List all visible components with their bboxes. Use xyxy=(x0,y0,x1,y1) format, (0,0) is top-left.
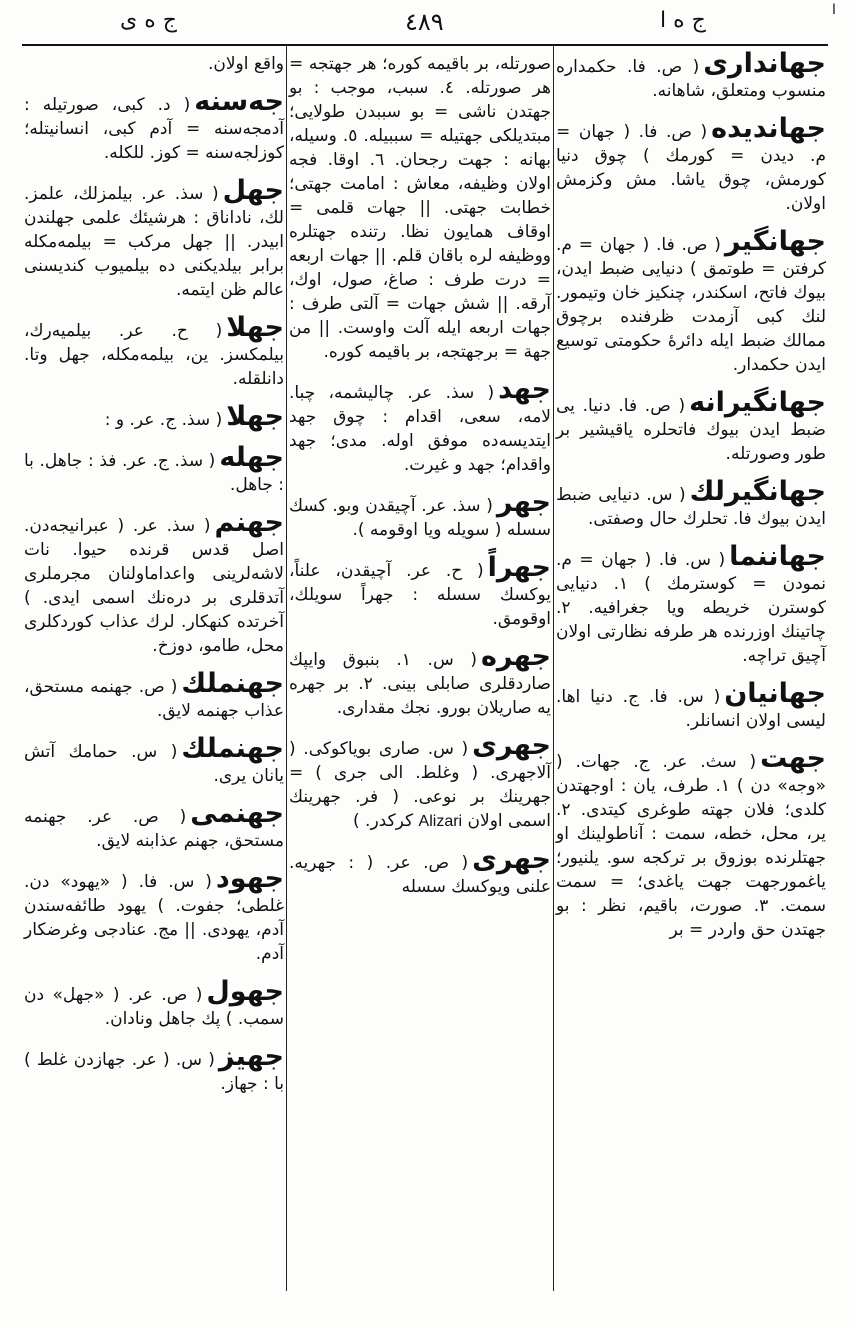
dictionary-entry xyxy=(24,733,284,788)
entry-definition: ( ص. عر. جهنمه مستحق، جهنم عذابنه لايق. xyxy=(24,807,284,851)
dictionary-entry xyxy=(289,374,551,477)
entry-definition: صورتله، بر باقيمه كوره؛ هر جهتجه = هر صورتله. ٤. سبب، موجب : بو جهتدن ناشى = بو سببدن طولايى؛ مبتديلكى جهتيله = سببيله. ٥. وسيله، بهانه : جهت رجحان. ٦. اوقا. فجه اولان وظيفه، معاش : امامت جهتى؛ خطابت جهتى. || جهات قلمى = اوقاف همايون نظا. رتنده جهتلره ووظيفه لره باقان قلم. || جهات اربعه = درت طرف : صاغ، صول، اوك، آرقه. || شش جهات = آلتى طرف : جهات اربعه ايله آلت واوست. || من جهة = برجهتجه، بر باقيمه كوره. xyxy=(289,54,551,362)
dictionary-entry xyxy=(24,1041,284,1096)
entry-headword: جهنملك xyxy=(181,668,284,699)
entry-headword: جه‌سنه xyxy=(194,86,284,117)
entry-headword: جهراً xyxy=(487,552,551,583)
column-middle xyxy=(289,52,551,913)
entry-definition: ( سذ. عر. آچيقدن وبو. كسك سسله ( سويله ويا اوقومه ). xyxy=(289,496,551,540)
entry-definition: ( سث. عر. ج. جهات. ( «وجه» دن ) ١. طرف، يان : اوجهتدن كلدى؛ فلان جهته طوغرى كيتدى. ٢. ير، محل، خطه، سمت : آناطولينك او جهتلرنده بوزوق بر تركجه سو. يلنيور؛ ياغمورجهت جهت ياغدى؛ = سمت سمت. ٣. صورت، باقيم، نظر : بو جهتدن حق واردر = بر xyxy=(556,752,826,940)
entry-headword: جهانيان xyxy=(724,678,826,709)
entry-headword: جهانديده xyxy=(711,113,826,144)
entry-definition: ( ص. فا. ( جهان = م. كرفتن = طوتمق ) دنيايى ضبط ايدن، بيوك فاتح، اسكندر، چنكيز خان وتيمور. لنك كبى آزمدت ظرفنده برچوق ممالك ضبط ايله دائرهٔ حكومتى توسيع ايدن حكمدار. xyxy=(556,235,826,375)
entry-headword: جهنمى xyxy=(190,798,284,829)
entry-definition: ( د. كبى، صورتيله : آدمجه‌سنه = آدم كبى، انسانيتله؛ كوزلجه‌سنه = كوز. للكله. xyxy=(24,95,284,163)
dictionary-entry xyxy=(24,401,284,432)
dictionary-entry xyxy=(289,844,551,899)
column-divider-right xyxy=(553,46,554,1291)
dictionary-entry xyxy=(289,487,551,542)
dictionary-entry xyxy=(556,48,826,103)
entry-headword: جهره xyxy=(480,641,551,672)
corner-mark: ا xyxy=(832,2,836,18)
dictionary-entry xyxy=(556,113,826,216)
entry-definition: ( س. حمامك آتش يانان يرى. xyxy=(24,742,284,786)
entry-headword: جهت xyxy=(760,743,826,774)
header-rule xyxy=(22,44,828,46)
entry-definition: ( ص. عر. ( «جهل» دن سمب. ) پك جاهل ونادان. xyxy=(24,985,284,1029)
entry-definition: ( ح. عر. بيلميه‌رك، بيلمكسز. ين، بيلمه‌مكله، جهل وتا. دانلقله. xyxy=(24,321,284,389)
dictionary-entry xyxy=(556,678,826,733)
entry-definition: ( ص. فا. ( جهان = م. ديدن = كورمك ) چوق دنيا كورمش، چوق ياشا. مش وكزمش اولان. xyxy=(556,122,826,214)
entry-definition: ( س. ١. بنبوق وايپك صاردقلرى صابلى بينى. ٢. بر جهره يه صاريلان بورو. نجك مقدارى. xyxy=(289,650,551,718)
dictionary-entry xyxy=(24,976,284,1031)
entry-headword: جهنملك xyxy=(181,733,284,764)
entry-definition: ( سذ. عر. چاليشمه، چبا. لامه، سعى، اقدام : چوق جهد ايتديسه‌ده موفق اوله. مدى؛ جهد واقدام؛ جهد و غيرت. xyxy=(289,383,551,475)
latin-word: Alizari xyxy=(418,813,463,830)
entry-definition: واقع اولان. xyxy=(207,54,284,74)
entry-definition: ( سذ. عر. ( عبرانيجه‌دن. اصل قدس قرنده حيوا. نات لاشه‌لرينى واعداماولنان مجرملرى آتدقلرى بر دره‌نك اسمى ايدى. ) آخرتده كنهكار. لرك عذاب كوردكلرى محل، طامو، دوزخ. xyxy=(24,516,284,656)
entry-headword: جهد xyxy=(498,374,551,405)
entry-definition: ( س. فا. ج. دنيا اها. ليسى اولان انسانلر. xyxy=(556,687,826,731)
entry-headword: جهول xyxy=(206,976,284,1007)
entry-definition: ( س. صارى بوياكوكى. ( آلاجهرى. ( وغلط. الى جرى ) = جهرينك بر نوعى. ( فر. جهرينك اسمى اولان Alizari كركدر. ) xyxy=(289,739,551,831)
entry-headword: جهرى xyxy=(472,730,551,761)
entry-definition: ( ص. عر. ( : جهريه. علنى ويوكسك سسله xyxy=(289,853,551,897)
entry-headword: جهنم xyxy=(214,507,284,538)
entry-definition: ( س. فا. ( «يهود» دن. غلطى؛ جفوت. ) يهود طائفه‌سندن آدم، يهودى. || مج. عنادجى وغرضكار آدم. xyxy=(24,872,284,964)
dictionary-entry xyxy=(556,226,826,377)
header-right-letters: ج ه ا xyxy=(660,8,706,33)
entry-definition: ( ص. فا. دنيا. يى ضبط ايدن بيوك فاتحلره ياقيشير بر طور وصورتله. xyxy=(556,396,826,464)
entry-headword: جهل xyxy=(222,175,284,206)
dictionary-entry xyxy=(24,863,284,966)
entry-definition: ( سذ. عر. بيلمزلك، علمز. لك، ناداناق : هرشيئك علمى جهلندن ابيدر. || جهل مركب = بيلمه‌مكله برابر بيلديكنى ده بيلميوب كنديسنى عالم ظن ايتمه. xyxy=(24,184,284,300)
column-divider-left xyxy=(286,46,287,1291)
entry-definition: ( ح. عر. آچيقدن، علناً، يوكسك سسله : جهراً سويلك، اوقومق. xyxy=(289,561,551,629)
dictionary-entry xyxy=(289,52,551,364)
entry-definition: ( ص. جهنمه مستحق، عذاب جهنمه لايق. xyxy=(24,677,284,721)
entry-definition: ( س. فا. ( جهان = م. نمودن = كوسترمك ) ١. دنيايى كوسترن خريطه ويا جغرافيه. ٢. چاتينك اوزرنده هر طرفه نظارتى اولان آچيق تراچه. xyxy=(556,550,827,666)
entry-headword: جهانگيرلك xyxy=(689,476,826,507)
dictionary-entry xyxy=(24,442,284,497)
entry-headword: جهانگيرانه xyxy=(689,387,826,418)
dictionary-entry xyxy=(556,541,827,668)
entry-headword: جهود xyxy=(215,863,284,894)
entry-headword: جهرى xyxy=(472,844,551,875)
dictionary-entry xyxy=(24,312,284,391)
dictionary-entry xyxy=(289,641,551,720)
entry-headword: جهلا xyxy=(226,401,284,432)
page-number: ٤٨٩ xyxy=(405,8,444,36)
entry-headword: جهلا xyxy=(226,312,284,343)
dictionary-entry xyxy=(24,798,284,853)
dictionary-entry xyxy=(289,730,551,834)
entry-definition: ( سذ. ج. عر. فذ : جاهل. با : جاهل. xyxy=(24,451,284,495)
dictionary-entry xyxy=(24,507,284,658)
page-header xyxy=(20,0,836,46)
entry-headword: جهانگير xyxy=(724,226,826,257)
dictionary-entry xyxy=(24,175,284,302)
dictionary-entry xyxy=(24,668,284,723)
entry-definition: ( ص. فا. حكمداره منسوب ومتعلق، شاهانه. xyxy=(556,57,826,101)
entry-definition: ( س. ( عر. جهازدن غلط ) با : جهاز. xyxy=(24,1050,284,1094)
dictionary-entry xyxy=(289,552,551,631)
header-left-letters: ج ه ى xyxy=(120,8,177,33)
entry-headword: جهيز xyxy=(218,1041,284,1072)
dictionary-entry xyxy=(556,476,826,531)
entry-definition: ( س. دنيايى ضبط ايدن بيوك فا. تحلرك حال وصفتى. xyxy=(556,485,826,529)
entry-headword: جهاننما xyxy=(729,541,826,572)
entry-definition: ( سذ. ج. عر. و : xyxy=(104,410,223,430)
dictionary-entry xyxy=(556,387,826,466)
entry-headword: جهر xyxy=(496,487,551,518)
dictionary-entry xyxy=(24,86,284,165)
column-left xyxy=(24,52,284,1110)
entry-headword: جهاندارى xyxy=(703,48,826,79)
entry-headword: جهله xyxy=(219,442,284,473)
dictionary-entry xyxy=(24,52,284,76)
column-right xyxy=(556,48,827,956)
dictionary-entry xyxy=(556,743,826,942)
